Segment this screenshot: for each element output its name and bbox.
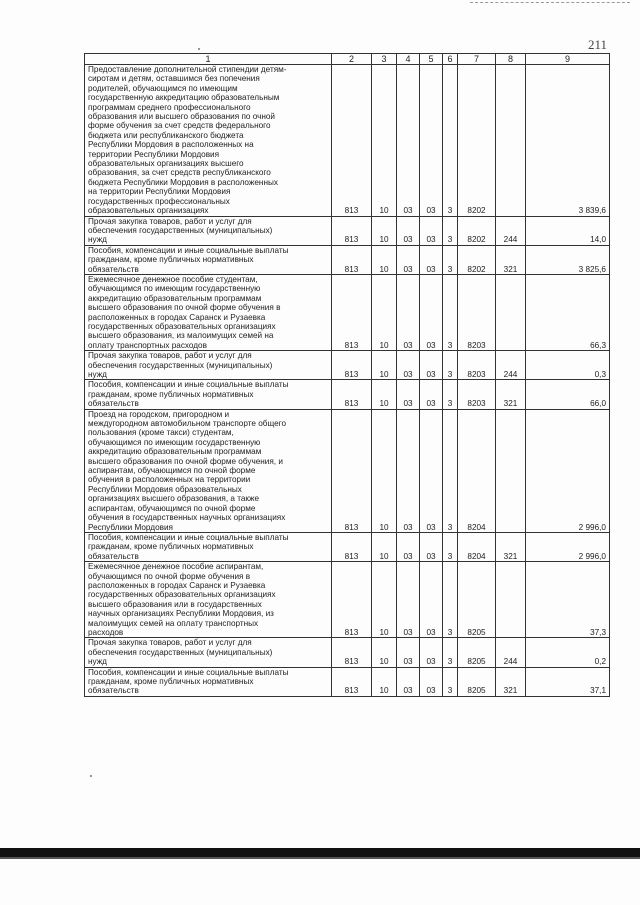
table-row bbox=[85, 351, 610, 380]
col-4-value: 03 bbox=[397, 274, 420, 350]
table-row bbox=[85, 532, 610, 561]
col-2-value: 813 bbox=[332, 245, 372, 274]
amount-value: 66,0 bbox=[526, 380, 610, 409]
row-description: Пособия, компенсации и иные социальные выплаты гражданам, кроме публичных нормативных обязательств bbox=[85, 245, 332, 274]
page-number: 211 bbox=[588, 37, 608, 52]
col-header: 8 bbox=[496, 54, 526, 65]
row-description: Пособия, компенсации и иные социальные выплаты гражданам, кроме публичных нормативных обязательств bbox=[85, 667, 332, 696]
col-header: 7 bbox=[458, 54, 496, 65]
col-6-value: 3 bbox=[443, 562, 458, 638]
col-4-value: 03 bbox=[397, 409, 420, 532]
col-7-value: 8203 bbox=[458, 380, 496, 409]
col-header: 5 bbox=[420, 54, 443, 65]
col-5-value: 03 bbox=[420, 245, 443, 274]
col-4-value: 03 bbox=[397, 351, 420, 380]
amount-value: 37,1 bbox=[526, 667, 610, 696]
col-7-value: 8205 bbox=[458, 638, 496, 667]
col-2-value: 813 bbox=[332, 562, 372, 638]
col-8-value: 244 bbox=[496, 351, 526, 380]
scan-edge-bar bbox=[0, 857, 640, 859]
col-2-value: 813 bbox=[332, 351, 372, 380]
col-4-value: 03 bbox=[397, 380, 420, 409]
col-6-value: 3 bbox=[443, 532, 458, 561]
col-7-value: 8205 bbox=[458, 667, 496, 696]
col-header: 9 bbox=[526, 54, 610, 65]
col-5-value: 03 bbox=[420, 65, 443, 217]
col-8-value bbox=[496, 562, 526, 638]
col-5-value: 03 bbox=[420, 351, 443, 380]
col-3-value: 10 bbox=[372, 274, 397, 350]
col-5-value: 03 bbox=[420, 638, 443, 667]
col-5-value: 03 bbox=[420, 216, 443, 245]
table-row bbox=[85, 65, 610, 217]
col-header: 4 bbox=[397, 54, 420, 65]
row-description: Пособия, компенсации и иные социальные выплаты гражданам, кроме публичных нормативных обязательств bbox=[85, 380, 332, 409]
col-3-value: 10 bbox=[372, 667, 397, 696]
budget-table bbox=[84, 53, 610, 697]
col-7-value: 8204 bbox=[458, 532, 496, 561]
col-5-value: 03 bbox=[420, 667, 443, 696]
row-description: Ежемесячное денежное пособие аспирантам, обучающимся по очной форме обучения в расположенных в городах Саранск и Рузаевка государственных образовательных организациях высшего образования или в государственных научных организациях Республики Мордовия, из малоимущих семей на оплату транспортных расходов bbox=[85, 562, 332, 638]
col-8-value: 244 bbox=[496, 216, 526, 245]
col-4-value: 03 bbox=[397, 216, 420, 245]
col-8-value bbox=[496, 274, 526, 350]
amount-value: 66,3 bbox=[526, 274, 610, 350]
col-2-value: 813 bbox=[332, 409, 372, 532]
col-3-value: 10 bbox=[372, 216, 397, 245]
col-8-value: 244 bbox=[496, 638, 526, 667]
col-6-value: 3 bbox=[443, 65, 458, 217]
col-2-value: 813 bbox=[332, 65, 372, 217]
row-description: Пособия, компенсации и иные социальные выплаты гражданам, кроме публичных нормативных обязательств bbox=[85, 532, 332, 561]
col-3-value: 10 bbox=[372, 380, 397, 409]
col-6-value: 3 bbox=[443, 667, 458, 696]
amount-value: 3 839,6 bbox=[526, 65, 610, 217]
col-8-value: 321 bbox=[496, 245, 526, 274]
col-8-value: 321 bbox=[496, 380, 526, 409]
header-row bbox=[85, 54, 610, 65]
col-4-value: 03 bbox=[397, 245, 420, 274]
col-8-value bbox=[496, 65, 526, 217]
col-3-value: 10 bbox=[372, 351, 397, 380]
col-5-value: 03 bbox=[420, 532, 443, 561]
col-6-value: 3 bbox=[443, 409, 458, 532]
scan-speck bbox=[198, 48, 200, 50]
col-8-value: 321 bbox=[496, 532, 526, 561]
col-5-value: 03 bbox=[420, 274, 443, 350]
table-row bbox=[85, 409, 610, 532]
row-description: Прочая закупка товаров, работ и услуг для обеспечения государственных (муниципальных) нужд bbox=[85, 216, 332, 245]
col-header: 6 bbox=[443, 54, 458, 65]
col-7-value: 8202 bbox=[458, 216, 496, 245]
col-6-value: 3 bbox=[443, 638, 458, 667]
col-6-value: 3 bbox=[443, 380, 458, 409]
amount-value: 2 996,0 bbox=[526, 409, 610, 532]
col-2-value: 813 bbox=[332, 638, 372, 667]
amount-value: 37,3 bbox=[526, 562, 610, 638]
col-7-value: 8205 bbox=[458, 562, 496, 638]
col-3-value: 10 bbox=[372, 532, 397, 561]
table-row bbox=[85, 667, 610, 696]
table-row bbox=[85, 562, 610, 638]
scan-speck bbox=[90, 775, 92, 777]
scan-edge-bar bbox=[0, 848, 640, 857]
col-4-value: 03 bbox=[397, 65, 420, 217]
row-description: Проезд на городском, пригородном и междугородном автомобильном транспорте общего пользования (кроме такси) студентам, обучающимся по имеющим государственную аккредитацию образовательным программам высшего образования по очной форме обучения, и аспирантам, обучающимся по очной форме обучения в расположенных на территории Республики Мордовия образовательных организациях высшего образования, а также аспирантам, обучающимся по очной форме обучения в государственных научных организациях Республики Мордовия bbox=[85, 409, 332, 532]
col-3-value: 10 bbox=[372, 245, 397, 274]
table-row bbox=[85, 638, 610, 667]
col-6-value: 3 bbox=[443, 245, 458, 274]
amount-value: 14,0 bbox=[526, 216, 610, 245]
row-description: Ежемесячное денежное пособие студентам, обучающимся по имеющим государственную аккредитацию образовательным программам высшего образования по очной форме обучения в расположенных в городах Саранск и Рузаевка государственных образовательных организациях высшего образования, из малоимущих семей на оплату транспортных расходов bbox=[85, 274, 332, 350]
col-4-value: 03 bbox=[397, 638, 420, 667]
col-5-value: 03 bbox=[420, 562, 443, 638]
col-2-value: 813 bbox=[332, 532, 372, 561]
table-row bbox=[85, 216, 610, 245]
row-description: Прочая закупка товаров, работ и услуг для обеспечения государственных (муниципальных) нужд bbox=[85, 351, 332, 380]
col-7-value: 8203 bbox=[458, 274, 496, 350]
col-3-value: 10 bbox=[372, 65, 397, 217]
col-3-value: 10 bbox=[372, 638, 397, 667]
col-7-value: 8203 bbox=[458, 351, 496, 380]
col-2-value: 813 bbox=[332, 667, 372, 696]
col-4-value: 03 bbox=[397, 532, 420, 561]
row-description: Прочая закупка товаров, работ и услуг для обеспечения государственных (муниципальных) нужд bbox=[85, 638, 332, 667]
table-row bbox=[85, 380, 610, 409]
col-3-value: 10 bbox=[372, 562, 397, 638]
amount-value: 0,2 bbox=[526, 638, 610, 667]
col-4-value: 03 bbox=[397, 667, 420, 696]
col-7-value: 8202 bbox=[458, 65, 496, 217]
amount-value: 0,3 bbox=[526, 351, 610, 380]
col-8-value: 321 bbox=[496, 667, 526, 696]
col-2-value: 813 bbox=[332, 380, 372, 409]
col-header: 3 bbox=[372, 54, 397, 65]
col-5-value: 03 bbox=[420, 409, 443, 532]
col-8-value bbox=[496, 409, 526, 532]
row-description: Предоставление дополнительной стипендии детям- сиротам и детям, оставшимся без попечения родителей, обучающимся по имеющим государственную аккредитацию образовательным программам среднего профессионального образования или высшего образования по очной форме обучения за счет средств федерального бюджета или республиканского бюджета Республики Мордовия в расположенных на территории Республики Мордовия образовательных организациях высшего образования, за счет средств республиканского бюджета Республики Мордовия в расположенных на территории Республики Мордовия государственных профессиональных образовательных организациях bbox=[85, 65, 332, 217]
table-row bbox=[85, 274, 610, 350]
table-row bbox=[85, 245, 610, 274]
col-2-value: 813 bbox=[332, 274, 372, 350]
col-6-value: 3 bbox=[443, 216, 458, 245]
scan-top-line bbox=[470, 2, 630, 3]
amount-value: 3 825,6 bbox=[526, 245, 610, 274]
col-3-value: 10 bbox=[372, 409, 397, 532]
col-6-value: 3 bbox=[443, 351, 458, 380]
col-header: 1 bbox=[85, 54, 332, 65]
col-5-value: 03 bbox=[420, 380, 443, 409]
col-7-value: 8204 bbox=[458, 409, 496, 532]
amount-value: 2 996,0 bbox=[526, 532, 610, 561]
col-7-value: 8202 bbox=[458, 245, 496, 274]
col-6-value: 3 bbox=[443, 274, 458, 350]
col-2-value: 813 bbox=[332, 216, 372, 245]
col-4-value: 03 bbox=[397, 562, 420, 638]
col-header: 2 bbox=[332, 54, 372, 65]
